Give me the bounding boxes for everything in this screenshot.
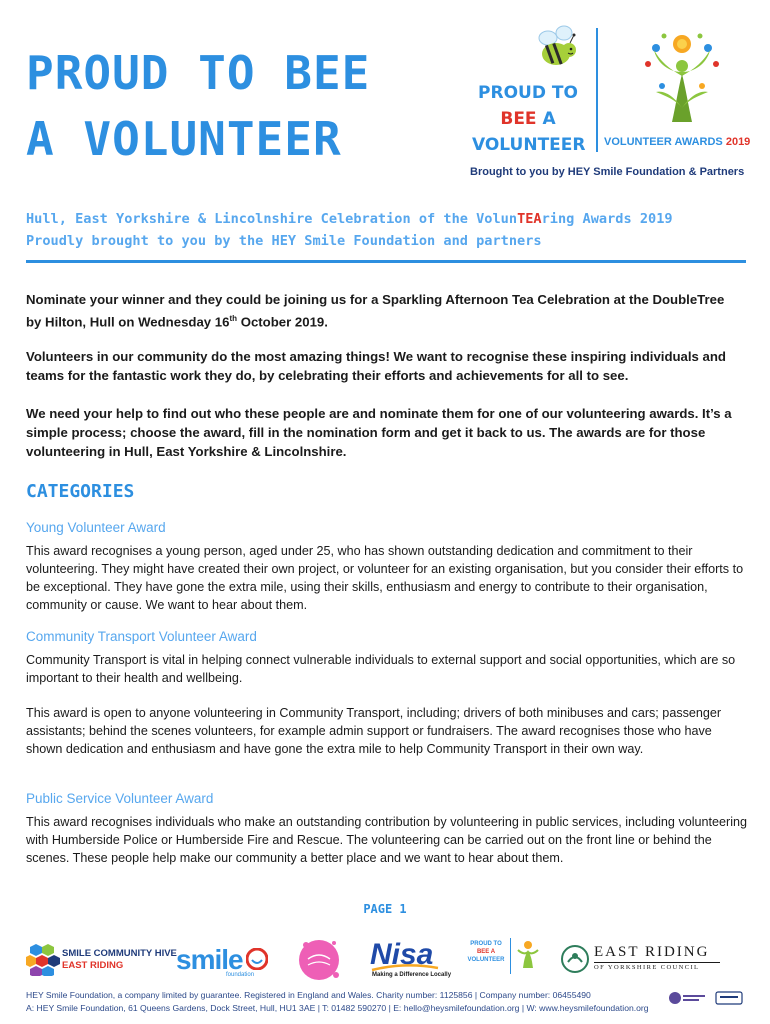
nisa-logo <box>370 936 450 984</box>
east-riding-subtitle: OF YORKSHIRE COUNCIL <box>594 964 700 971</box>
subtitle-part-c: ring Awards 2019 <box>541 211 673 227</box>
east-riding-wordmark: EAST RIDING <box>594 944 710 960</box>
logo-divider <box>596 28 598 152</box>
smile-wordmark: smile <box>176 944 243 975</box>
partner-logos <box>26 936 746 984</box>
category-title-young-volunteer: Young Volunteer Award <box>26 520 166 535</box>
subtitle-part-a: Hull, East Yorkshire & Lincolnshire Celebration of the Volun <box>26 211 518 227</box>
awards-caption-text: VOLUNTEER AWARDS <box>604 136 726 148</box>
page-title-line1: PROUD TO BEE <box>26 46 371 100</box>
smile-community-hive-logo <box>26 936 176 984</box>
nisa-swoosh-icon <box>370 964 440 972</box>
category-body-community-transport: Community Transport is vital in helping connect vulnerable individuals to external support and social opportunities, which are so important to their health and wellbeing. <box>26 653 736 685</box>
wordmark-bee: BEE <box>500 109 537 129</box>
page-number: PAGE 1 <box>363 902 407 916</box>
page-title-line2: A VOLUNTEER <box>26 112 342 166</box>
pink-splash-icon <box>296 937 342 983</box>
smile-foundation-logo <box>176 936 272 984</box>
intro-p1-text: Nominate your winner and they could be joining us for a Sparkling Afternoon Tea Celebration at the DoubleTree by Hilton, Hull on Wednesday 16 <box>26 292 725 330</box>
awards-caption-year: 2019 <box>725 136 751 148</box>
charity-badge-icon <box>714 988 744 1006</box>
category-body-public-service: This award recognises individuals who make an outstanding contribution by volunteering in public services, including volunteering with Humberside Police or Humberside Fire and Rescue. The volunteering can be carried out on the front line or behind the scenes. These people help make our community a better place and we want to hear about them. <box>26 815 748 865</box>
wordmark-a: A <box>536 109 556 129</box>
volunteer-awards-icon <box>636 30 728 134</box>
east-riding-council-logo <box>560 936 746 984</box>
bee-icon <box>534 24 584 72</box>
hive-hexagons-icon <box>26 942 60 976</box>
east-riding-rule <box>594 962 720 963</box>
hive-line2: EAST RIDING <box>62 960 124 971</box>
subtitle-line1 <box>26 211 673 227</box>
category-body-young-volunteer: This award recognises a young person, aged under 25, who has shown outstanding dedication and commitment to their volunteering. They might have created their own project, or volunteer for an existing organisation, but you consider their efforts to be exceptional. They have gone the extra mile, using their skills, enthusiasm and energy to contribute to their organisation, community or cause. We want to hear about them. <box>26 544 744 612</box>
intro-p1-date: October 2019. <box>237 314 328 330</box>
wordmark-line3: VOLUNTEER <box>472 135 586 155</box>
intro-paragraph-3: We need your help to find out who these people are and nominate them for one of our volunteering awards. It’s a simple process; choose the award, fill in the nomination form and get it back to us. The awards are for those volunteering in Hull, East Yorkshire & Lincolnshire. <box>26 406 732 459</box>
hive-line1: SMILE COMMUNITY HIVE <box>62 948 177 959</box>
fundraising-regulator-icon <box>668 990 708 1006</box>
intro-p1-ordinal: th <box>229 314 238 323</box>
category-body-community-transport-2: This award is open to anyone volunteering in Community Transport, including; drivers of both minibuses and cars; passenger assistants; behind the scenes volunteers, for example admin support or fundraisers. The award recognises those who have shown dedication and enthusiasm and have gone the extra mile to help Community Transport in their own way. <box>26 706 722 756</box>
footer-contact-line: A: HEY Smile Foundation, 61 Queens Gardens, Dock Street, Hull, HU1 3AE | T: 01482 590270 | E: hello@heysmilefoundation.org | W: www.heysmilefoundation.org <box>26 1003 649 1013</box>
category-title-community-transport: Community Transport Volunteer Award <box>26 629 257 644</box>
smile-subtitle: foundation <box>226 972 255 978</box>
brought-to-you-by: Brought to you by HEY Smile Foundation & Partners <box>470 166 745 178</box>
category-title-public-service: Public Service Volunteer Award <box>26 791 214 806</box>
subtitle-tea: TEA <box>517 211 542 227</box>
intro-paragraph-2: Volunteers in our community do the most amazing things! We want to recognise these inspiring individuals and teams for the fantastic work they do, by celebrating their efforts and achievements for all to see. <box>26 349 726 383</box>
pink-circle-logo <box>288 936 348 984</box>
subtitle-line2: Proudly brought to you by the HEY Smile Foundation and partners <box>26 233 542 249</box>
header-divider <box>26 260 746 263</box>
categories-heading: CATEGORIES <box>26 481 135 502</box>
mini-ptb-line1: PROUD TO <box>470 941 502 947</box>
intro-paragraph-1 <box>26 290 738 331</box>
nisa-wordmark: Nisa <box>370 938 434 971</box>
mini-award-icon <box>516 940 540 970</box>
wordmark-line1: PROUD TO <box>478 83 578 103</box>
volunteer-awards-caption <box>604 136 750 148</box>
mini-ptb-line3: VOLUNTEER <box>467 957 505 963</box>
nisa-tagline: Making a Difference Locally <box>372 972 452 978</box>
footer-legal-line: HEY Smile Foundation, a company limited by guarantee. Registered in England and Wales. Charity number: 1125856 | Company number: 06455490 <box>26 990 591 1000</box>
east-riding-crest-icon <box>560 944 590 974</box>
mini-ptb-line2: BEE A <box>476 949 496 955</box>
smile-heart-icon <box>246 948 268 970</box>
mini-divider <box>510 938 511 974</box>
event-logo <box>468 24 758 194</box>
proud-to-bee-wordmark <box>472 80 584 158</box>
mini-event-logo <box>466 936 546 984</box>
